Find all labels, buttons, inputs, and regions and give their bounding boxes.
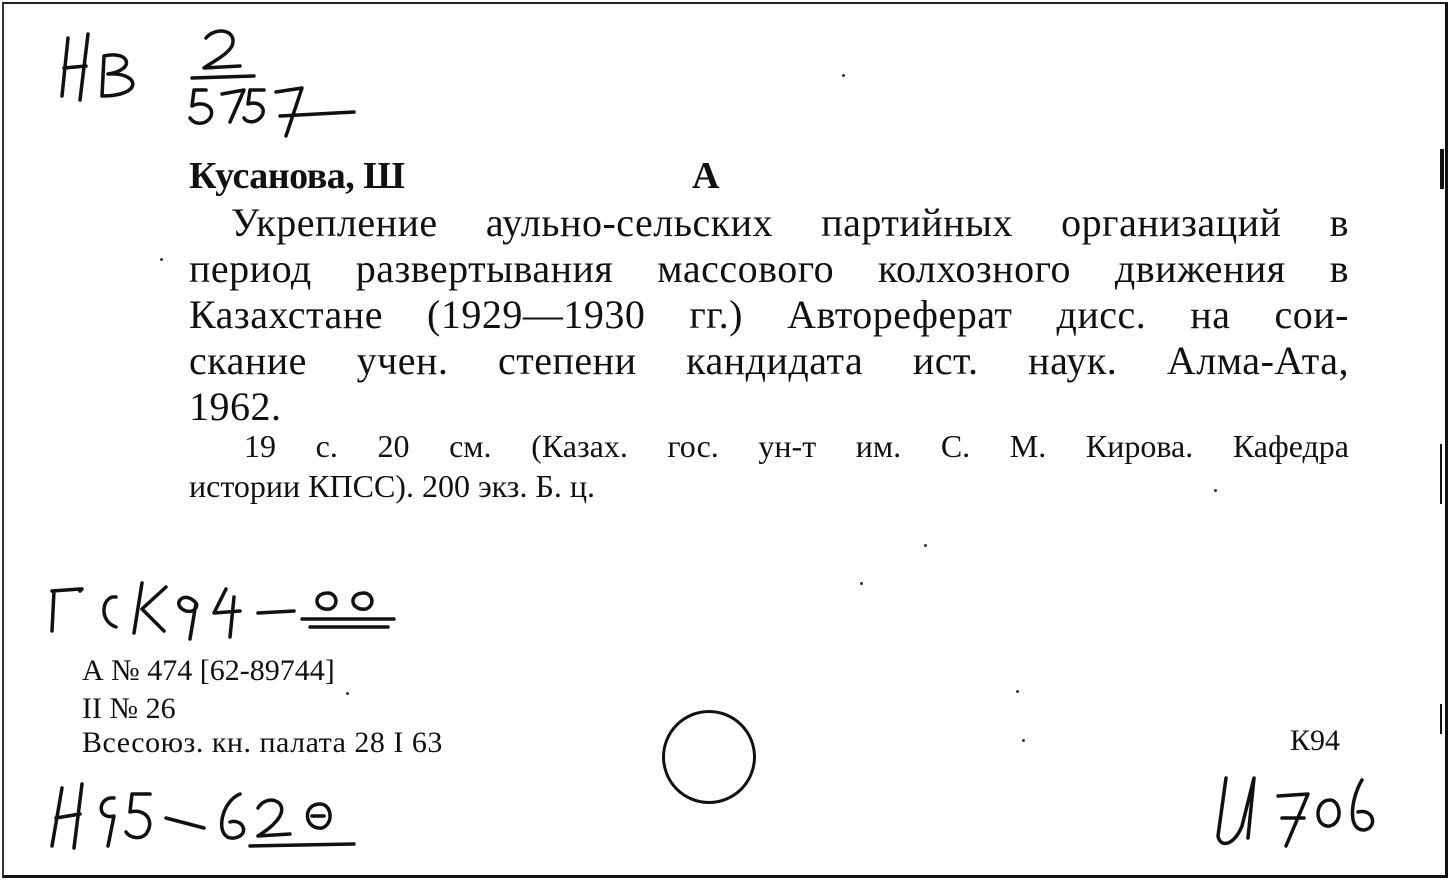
collation-line: истории КПСС). 200 экз. Б. ц. — [189, 468, 595, 504]
scan-speck — [1016, 690, 1019, 693]
author-initial: А — [692, 155, 720, 197]
handwritten-bottom-left-number — [44, 774, 364, 854]
catalog-card — [2, 2, 1448, 878]
title-line: 1962. — [189, 384, 282, 429]
scan-speck — [924, 544, 927, 547]
record-line-accession: А № 474 [62-89744] — [82, 654, 335, 687]
handwritten-shelf-mark — [44, 569, 424, 644]
collation-line: 19 с. 20 см. (Казах. гос. ун-т им. С. М. Кирова. Кафедра — [244, 428, 1349, 464]
class-code: К94 — [1290, 724, 1341, 757]
record-line-number: II № 26 — [82, 692, 176, 725]
edge-artifact — [1440, 704, 1442, 734]
handwritten-call-number — [54, 26, 374, 146]
edge-artifact — [1440, 444, 1442, 504]
punch-hole-circle — [662, 710, 756, 804]
title-block — [189, 200, 1349, 430]
scan-speck — [1022, 739, 1025, 742]
title-line: период развертывания массового колхозного движения в — [189, 246, 1349, 291]
record-line-chamber: Всесоюз. кн. палата 28 I 63 — [82, 726, 443, 759]
scan-speck — [860, 582, 863, 585]
scan-speck — [842, 74, 845, 77]
author-name: Кусанова, Ш — [189, 155, 405, 197]
scan-speck — [346, 692, 349, 695]
title-line: Укрепление аульно-сельских партийных организаций в — [231, 200, 1349, 245]
scan-speck — [1214, 489, 1217, 492]
scan-speck — [160, 258, 163, 261]
collation-block — [189, 426, 1349, 506]
handwritten-bottom-right-number — [1212, 766, 1392, 856]
title-line: Казахстане (1929—1930 гг.) Автореферат дисс. на сои- — [189, 292, 1349, 337]
edge-artifact — [1440, 149, 1444, 189]
title-line: скание учен. степени кандидата ист. наук. Алма-Ата, — [189, 338, 1349, 383]
